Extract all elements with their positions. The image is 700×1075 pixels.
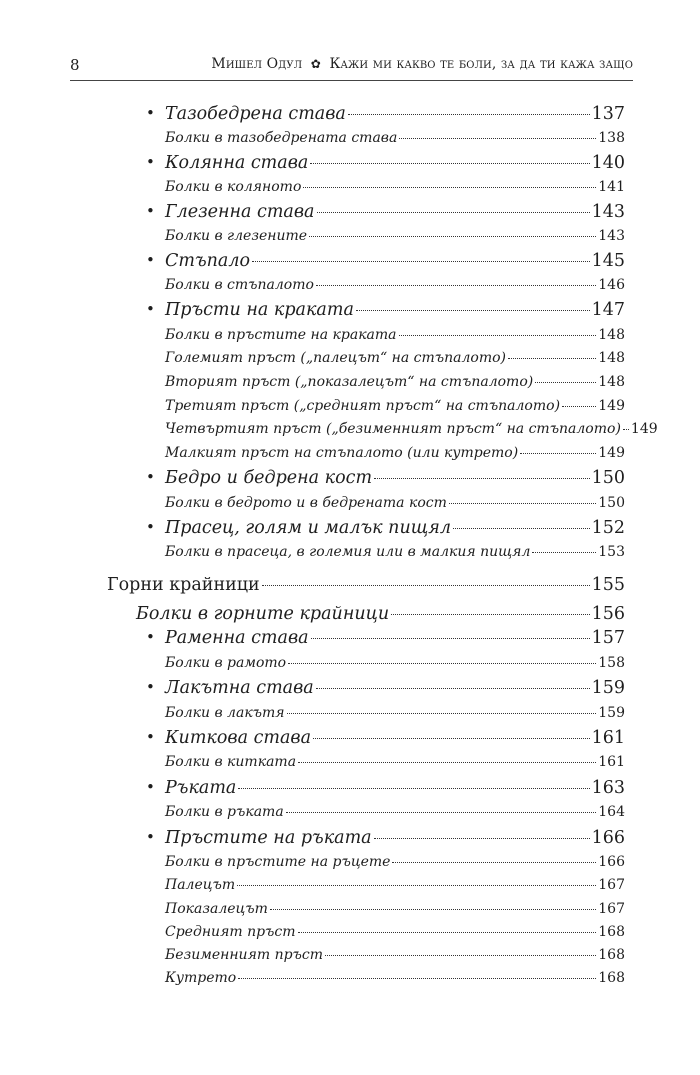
dot-leader bbox=[453, 528, 590, 529]
dot-leader bbox=[374, 838, 590, 839]
toc-entry-title: Болки в тазобедрената става bbox=[165, 130, 398, 146]
toc-entry-title: Горни крайници bbox=[107, 575, 260, 595]
toc-entry-title: Болки в коляното bbox=[165, 179, 302, 195]
dot-leader bbox=[508, 358, 596, 359]
toc-entry-sub[interactable] bbox=[165, 970, 625, 986]
toc-entry-title: Стъпало bbox=[165, 251, 251, 271]
toc-entry-page: 150 bbox=[591, 468, 625, 488]
bullet-icon: • bbox=[146, 202, 155, 220]
toc-entry-sub[interactable] bbox=[165, 350, 625, 366]
toc-entry-page: 141 bbox=[598, 179, 625, 195]
toc-entry-title: Болки в пръстите на краката bbox=[165, 327, 397, 343]
toc-entry-title: Малкият пръст на стъпалото (или кутрето) bbox=[165, 445, 519, 461]
dot-leader bbox=[399, 335, 597, 336]
toc-entry-page: 143 bbox=[591, 202, 625, 222]
toc-entry-sub[interactable] bbox=[165, 495, 625, 511]
dot-leader bbox=[317, 212, 590, 213]
toc-entry-title: Раменна става bbox=[165, 628, 309, 648]
bullet-icon: • bbox=[146, 300, 155, 318]
toc-entry-sub[interactable] bbox=[165, 924, 625, 940]
bullet-icon: • bbox=[146, 153, 155, 171]
running-title bbox=[211, 56, 633, 72]
toc-entry-sub[interactable] bbox=[165, 130, 625, 146]
dot-leader bbox=[520, 453, 596, 454]
dot-leader bbox=[270, 909, 596, 910]
bullet-icon: • bbox=[146, 104, 155, 122]
dot-leader bbox=[449, 503, 596, 504]
toc-entry-page: 156 bbox=[591, 604, 625, 624]
toc-entry-page: 159 bbox=[598, 705, 625, 721]
dot-leader bbox=[392, 862, 596, 863]
bullet-icon: • bbox=[146, 468, 155, 486]
toc-entry-page: 138 bbox=[598, 130, 625, 146]
toc-entry-main[interactable] bbox=[146, 202, 625, 222]
toc-entry-page: 159 bbox=[591, 678, 625, 698]
toc-entry-title: Тазобедрена става bbox=[165, 104, 346, 124]
toc-entry-sub[interactable] bbox=[165, 754, 625, 770]
toc-entry-sub[interactable] bbox=[165, 877, 625, 893]
toc-entry-page: 158 bbox=[598, 655, 625, 671]
toc-entry-title: Болки в китката bbox=[165, 754, 297, 770]
toc-entry-page: 166 bbox=[591, 828, 625, 848]
toc-entry-main[interactable] bbox=[146, 300, 625, 320]
toc-entry-sub[interactable] bbox=[165, 854, 625, 870]
toc-entry-title: Болки в глезените bbox=[165, 228, 308, 244]
toc-entry-main[interactable] bbox=[146, 678, 625, 698]
toc-entry-title: Бедро и бедрена кост bbox=[165, 468, 373, 488]
running-header bbox=[70, 56, 633, 81]
toc-entry-main[interactable] bbox=[146, 468, 625, 488]
dot-leader bbox=[399, 138, 596, 139]
toc-entry-title: Болки в пръстите на ръцете bbox=[165, 854, 391, 870]
dot-leader bbox=[238, 788, 589, 789]
bullet-icon: • bbox=[146, 518, 155, 536]
toc-entry-page: 145 bbox=[591, 251, 625, 271]
dot-leader bbox=[313, 738, 590, 739]
toc-entry-page: 140 bbox=[591, 153, 625, 173]
bullet-icon: • bbox=[146, 778, 155, 796]
toc-entry-page: 150 bbox=[598, 495, 625, 511]
toc-entry-title: Болки в стъпалото bbox=[165, 277, 314, 293]
toc-entry-sub[interactable] bbox=[165, 228, 625, 244]
toc-entry-title: Болки в рамото bbox=[165, 655, 287, 671]
dot-leader bbox=[287, 713, 597, 714]
toc-entry-page: 149 bbox=[598, 445, 625, 461]
dot-leader bbox=[316, 285, 596, 286]
toc-entry-title: Болки в ръката bbox=[165, 804, 284, 820]
toc-entry-page: 146 bbox=[598, 277, 625, 293]
toc-entry-page: 155 bbox=[591, 575, 625, 595]
toc-entry-page: 168 bbox=[598, 970, 625, 986]
dot-leader bbox=[311, 638, 590, 639]
toc-entry-sub[interactable] bbox=[165, 901, 625, 917]
dot-leader bbox=[623, 429, 629, 430]
dot-leader bbox=[316, 688, 590, 689]
dot-leader bbox=[535, 382, 596, 383]
dot-leader bbox=[262, 585, 590, 586]
toc-entry-page: 147 bbox=[591, 300, 625, 320]
toc-entry-sub[interactable] bbox=[165, 445, 625, 461]
toc-entry-section[interactable] bbox=[136, 604, 625, 624]
toc-entry-main[interactable] bbox=[146, 728, 625, 748]
dot-leader bbox=[288, 663, 596, 664]
flower-ornament-icon: ✿ bbox=[310, 57, 321, 71]
toc-entry-title: Четвъртият пръст („безименният пръст“ на стъпалото) bbox=[165, 421, 621, 437]
toc-entry-main[interactable] bbox=[146, 104, 625, 124]
book-title: Кажи ми какво те боли, за да ти кажа защо bbox=[329, 56, 633, 72]
bullet-icon: • bbox=[146, 728, 155, 746]
toc-entry-sub[interactable] bbox=[165, 277, 625, 293]
toc-entry-sub[interactable] bbox=[165, 421, 658, 437]
dot-leader bbox=[252, 261, 590, 262]
toc-entry-page: 148 bbox=[598, 350, 625, 366]
toc-entry-page: 168 bbox=[598, 924, 625, 940]
bullet-icon: • bbox=[146, 678, 155, 696]
toc-entry-page: 164 bbox=[598, 804, 625, 820]
toc-entry-title: Болки в прасеца, в големия или в малкия пищял bbox=[165, 544, 531, 560]
toc-entry-page: 167 bbox=[598, 901, 625, 917]
toc-entry-title: Големият пръст („палецът“ на стъпалото) bbox=[165, 350, 506, 366]
toc-entry-page: 149 bbox=[598, 398, 625, 414]
toc-entry-page: 143 bbox=[598, 228, 625, 244]
toc-entry-main[interactable] bbox=[146, 251, 625, 271]
toc-entry-sub[interactable] bbox=[165, 947, 625, 963]
toc-entry-title: Прасец, голям и малък пищял bbox=[165, 518, 451, 538]
toc-entry-page: 166 bbox=[598, 854, 625, 870]
toc-entry-title: Показалецът bbox=[165, 901, 268, 917]
dot-leader bbox=[532, 552, 596, 553]
dot-leader bbox=[391, 614, 589, 615]
toc-entry-page: 163 bbox=[591, 778, 625, 798]
toc-entry-main[interactable] bbox=[146, 828, 625, 848]
toc-entry-sub[interactable] bbox=[165, 655, 625, 671]
toc-entry-chapter[interactable] bbox=[107, 575, 625, 595]
dot-leader bbox=[562, 406, 596, 407]
bullet-icon: • bbox=[146, 828, 155, 846]
page-number: 8 bbox=[70, 56, 80, 74]
dot-leader bbox=[310, 163, 589, 164]
toc-entry-sub[interactable] bbox=[165, 544, 625, 560]
bullet-icon: • bbox=[146, 628, 155, 646]
toc-entry-title: Пръсти на краката bbox=[165, 300, 354, 320]
toc-entry-sub[interactable] bbox=[165, 179, 625, 195]
toc-entry-title: Вторият пръст („показалецът“ на стъпалото) bbox=[165, 374, 534, 390]
toc-entry-title: Колянна става bbox=[165, 153, 309, 173]
toc-entry-main[interactable] bbox=[146, 778, 625, 798]
toc-entry-page: 153 bbox=[598, 544, 625, 560]
toc-entry-title: Китковa става bbox=[165, 728, 312, 748]
toc-entry-sub[interactable] bbox=[165, 327, 625, 343]
dot-leader bbox=[298, 762, 596, 763]
toc-entry-sub[interactable] bbox=[165, 374, 625, 390]
toc-entry-page: 149 bbox=[630, 421, 658, 437]
dot-leader bbox=[374, 478, 590, 479]
toc-entry-title: Средният пръст bbox=[165, 924, 296, 940]
toc-entry-sub[interactable] bbox=[165, 705, 625, 721]
toc-entry-title: Болки в бедрото и в бедрената кост bbox=[165, 495, 447, 511]
toc-entry-sub[interactable] bbox=[165, 804, 625, 820]
toc-entry-main[interactable] bbox=[146, 628, 625, 648]
toc-entry-page: 152 bbox=[591, 518, 625, 538]
dot-leader bbox=[238, 978, 596, 979]
toc-entry-title: Болки в лакътя bbox=[165, 705, 285, 721]
toc-entry-title: Болки в горните крайници bbox=[136, 604, 390, 624]
toc-entry-title: Третият пръст („средният пръст“ на стъпалото) bbox=[165, 398, 561, 414]
author-name: Мишел Одул bbox=[211, 56, 303, 72]
toc-entry-title: Пръстите на ръката bbox=[165, 828, 372, 848]
toc-entry-title: Кутрето bbox=[165, 970, 237, 986]
toc-entry-page: 161 bbox=[598, 754, 625, 770]
toc-entry-page: 137 bbox=[591, 104, 625, 124]
dot-leader bbox=[356, 310, 590, 311]
toc-entry-page: 148 bbox=[598, 374, 625, 390]
toc-entry-page: 161 bbox=[591, 728, 625, 748]
toc-entry-sub[interactable] bbox=[165, 398, 625, 414]
dot-leader bbox=[309, 236, 596, 237]
dot-leader bbox=[237, 885, 596, 886]
toc-entry-title: Безименният пръст bbox=[165, 947, 323, 963]
bullet-icon: • bbox=[146, 251, 155, 269]
toc-entry-title: Лакътна става bbox=[165, 678, 314, 698]
toc-entry-page: 168 bbox=[598, 947, 625, 963]
toc-entry-title: Палецът bbox=[165, 877, 236, 893]
dot-leader bbox=[298, 932, 597, 933]
toc-entry-page: 167 bbox=[598, 877, 625, 893]
toc-entry-main[interactable] bbox=[146, 153, 625, 173]
dot-leader bbox=[348, 114, 590, 115]
toc-entry-main[interactable] bbox=[146, 518, 625, 538]
toc-entry-page: 148 bbox=[598, 327, 625, 343]
toc-entry-title: Глезенна става bbox=[165, 202, 315, 222]
toc-entry-title: Ръката bbox=[165, 778, 237, 798]
toc-entry-page: 157 bbox=[591, 628, 625, 648]
dot-leader bbox=[325, 955, 596, 956]
dot-leader bbox=[286, 812, 597, 813]
dot-leader bbox=[303, 187, 596, 188]
